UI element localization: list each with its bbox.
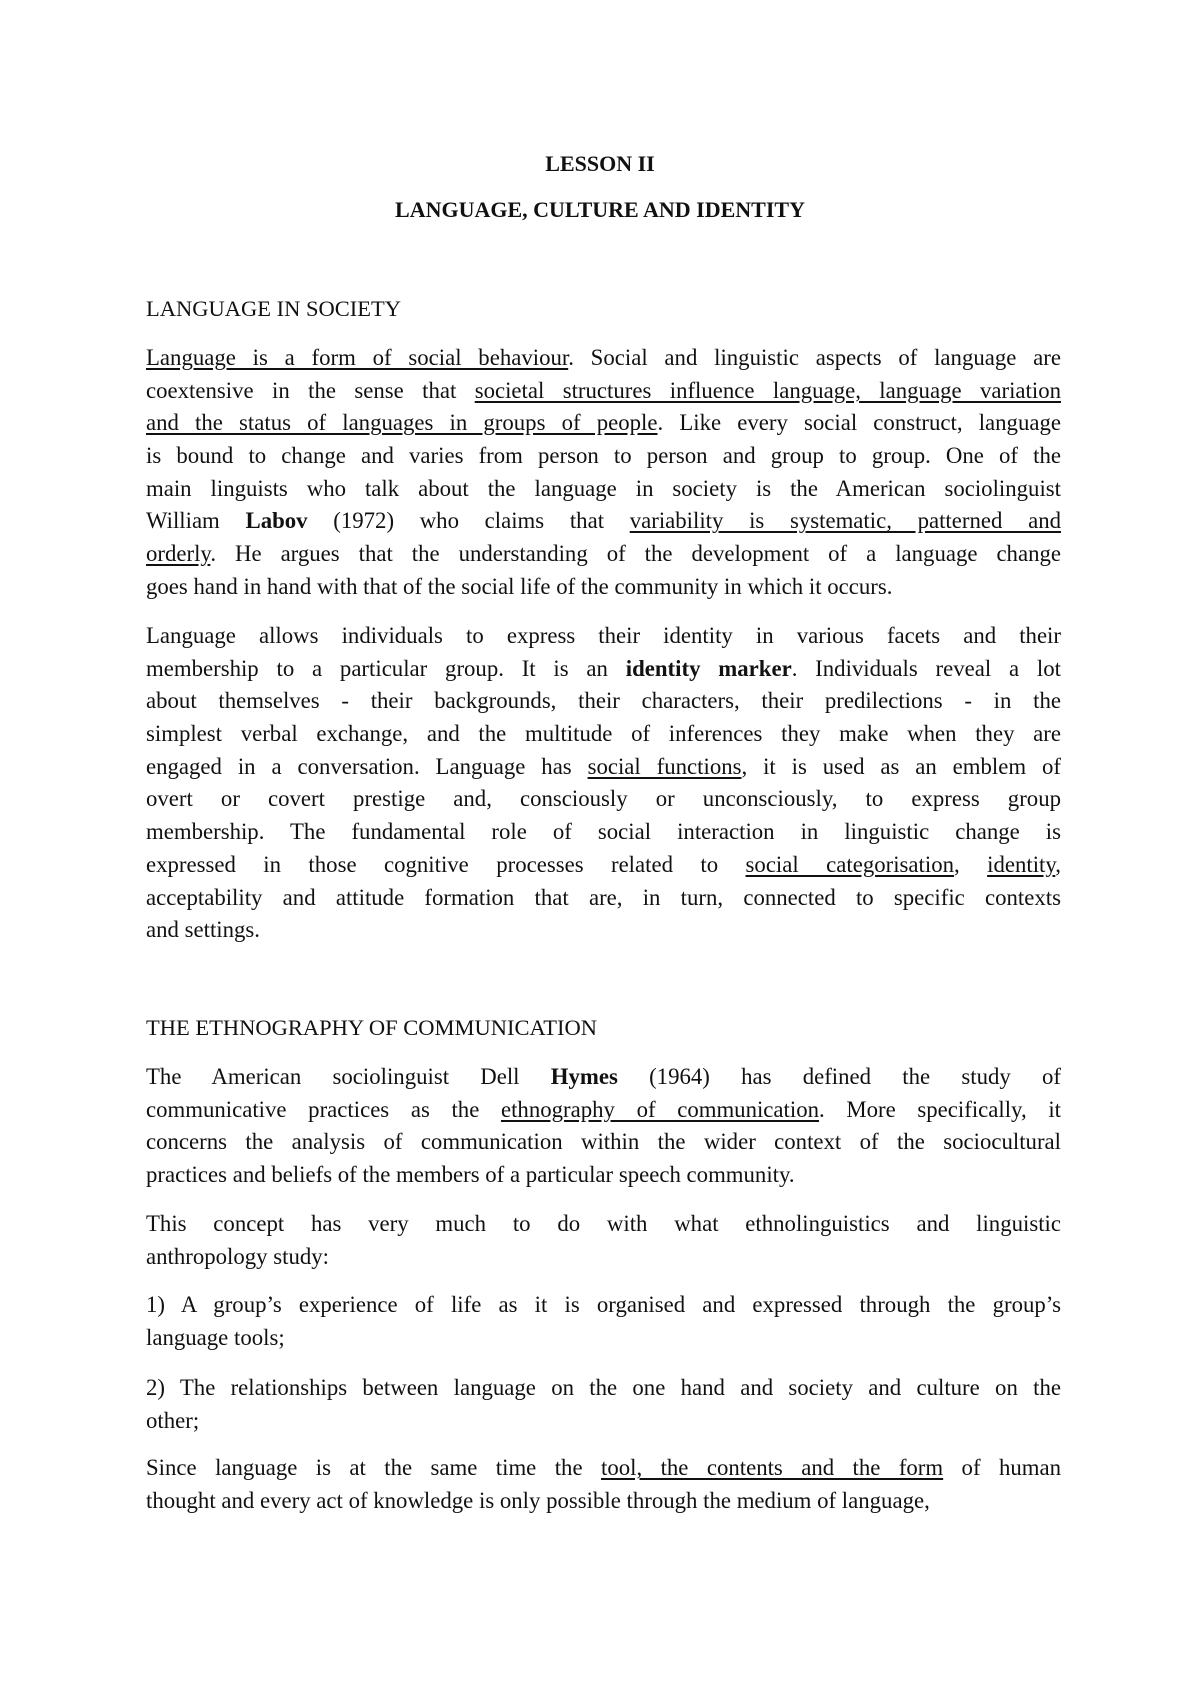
text-run: Since language is at the same time the: [146, 1455, 601, 1480]
text-line: [146, 1405, 1061, 1438]
text-line: [146, 1485, 1061, 1518]
section-heading: LANGUAGE IN SOCIETY: [146, 296, 401, 321]
text-run: , it is used as an emblem of: [741, 753, 1061, 779]
text-line: [146, 1061, 1061, 1094]
underlined-text: social categorisation: [745, 851, 954, 877]
text-run: and settings.: [146, 917, 260, 943]
text-run: engaged in a conversation. Language has: [146, 753, 588, 779]
text-line: [146, 1322, 1061, 1355]
text-run: practices and beliefs of the members of a particular speech community.: [146, 1162, 795, 1188]
text-line: [146, 407, 1061, 440]
text-line: [146, 505, 1061, 538]
text-run: . He argues that the understanding of the development of a language change: [210, 541, 1061, 567]
text-run: of human: [943, 1455, 1062, 1480]
text-line: [146, 783, 1061, 816]
text-run: concerns the analysis of communication within the wider context of the sociocultural: [146, 1129, 1061, 1155]
text-line: [146, 375, 1061, 408]
text-line: [146, 571, 1061, 604]
paragraph: [146, 342, 1061, 604]
text-run: The American sociolinguist Dell: [146, 1064, 551, 1089]
text-line: [146, 882, 1061, 915]
text-run: . More specifically, it: [819, 1096, 1061, 1122]
list-item: [146, 1289, 1061, 1354]
text-run: ,: [954, 851, 988, 877]
text-line: [146, 1241, 1061, 1274]
text-run: Language allows individuals to express their identity in various facets and their: [146, 623, 1061, 648]
text-line: [146, 1452, 1061, 1485]
bold-text: Hymes: [550, 1064, 618, 1089]
text-run: William: [146, 508, 246, 534]
text-run: ,: [1055, 851, 1061, 877]
underlined-text: tool, the contents and the form: [600, 1455, 944, 1480]
text-run: anthropology study:: [146, 1243, 329, 1269]
text-line: [146, 538, 1061, 571]
text-run: simplest verbal exchange, and the multitude of inferences they make when they are: [146, 721, 1061, 747]
text-run: . Like every social construct, language: [657, 410, 1061, 436]
text-run: 2) The relationships between language on the one hand and society and culture on the: [146, 1375, 1061, 1400]
text-run: (1964) has defined the study of: [617, 1064, 1061, 1089]
text-line: [146, 849, 1061, 882]
text-run: expressed in those cognitive processes related to: [146, 851, 746, 877]
bold-text: identity marker: [625, 655, 792, 681]
text-line: [146, 718, 1061, 751]
underlined-text: Language is a form of social behaviour: [146, 345, 569, 370]
text-line: [146, 1094, 1061, 1127]
text-line: [146, 1208, 1061, 1241]
underlined-text: orderly: [146, 541, 211, 567]
text-run: 1) A group’s experience of life as it is organised and expressed through the group’s: [146, 1292, 1061, 1317]
text-line: [146, 620, 1061, 653]
text-run: . Individuals reveal a lot: [791, 655, 1061, 681]
paragraph: [146, 620, 1061, 947]
underlined-text: variability is systematic, patterned and: [629, 508, 1061, 534]
text-run: communicative practices as the: [146, 1096, 501, 1122]
text-run: about themselves - their backgrounds, their characters, their predilections - in the: [146, 688, 1061, 714]
page-title: LANGUAGE, CULTURE AND IDENTITY: [395, 197, 805, 222]
text-line: [146, 653, 1061, 686]
text-line: [146, 751, 1061, 784]
underlined-text: identity: [987, 851, 1056, 877]
underlined-text: and the status of languages in groups of people: [146, 410, 658, 436]
paragraph: [146, 1208, 1061, 1273]
text-run: goes hand in hand with that of the social life of the community in which it occurs.: [146, 573, 893, 599]
text-line: [146, 342, 1061, 375]
text-run: main linguists who talk about the language in society is the American sociolinguist: [146, 475, 1061, 501]
text-line: [146, 685, 1061, 718]
text-run: (1972) who claims that: [307, 508, 630, 534]
text-run: This concept has very much to do with what ethnolinguistics and linguistic: [146, 1211, 1061, 1236]
text-run: coextensive in the sense that: [146, 377, 475, 403]
text-run: overt or covert prestige and, consciously or unconsciously, to express group: [146, 786, 1061, 812]
text-run: membership. The fundamental role of social interaction in linguistic change is: [146, 819, 1061, 845]
bold-text: Labov: [245, 508, 308, 534]
text-run: other;: [146, 1407, 200, 1433]
text-line: [146, 1126, 1061, 1159]
list-item: [146, 1372, 1061, 1437]
text-run: membership to a particular group. It is an: [146, 655, 626, 681]
text-run: . Social and linguistic aspects of language are: [568, 345, 1061, 370]
text-line: [146, 440, 1061, 473]
text-line: [146, 1159, 1061, 1192]
section-heading: THE ETHNOGRAPHY OF COMMUNICATION: [146, 1015, 598, 1040]
lesson-number: LESSON II: [545, 151, 655, 176]
text-line: [146, 816, 1061, 849]
text-line: [146, 473, 1061, 506]
underlined-text: societal structures influence language, language variation: [474, 377, 1061, 403]
text-run: acceptability and attitude formation that are, in turn, connected to specific contexts: [146, 884, 1061, 910]
text-line: [146, 1372, 1061, 1405]
text-run: language tools;: [146, 1324, 285, 1350]
paragraph: [146, 1452, 1061, 1517]
underlined-text: ethnography of communication: [500, 1096, 820, 1122]
text-run: thought and every act of knowledge is only possible through the medium of language,: [146, 1487, 930, 1513]
paragraph: [146, 1061, 1061, 1192]
text-line: [146, 914, 1061, 947]
underlined-text: social functions: [587, 753, 742, 779]
text-run: is bound to change and varies from person to person and group to group. One of the: [146, 443, 1061, 469]
text-line: [146, 1289, 1061, 1322]
